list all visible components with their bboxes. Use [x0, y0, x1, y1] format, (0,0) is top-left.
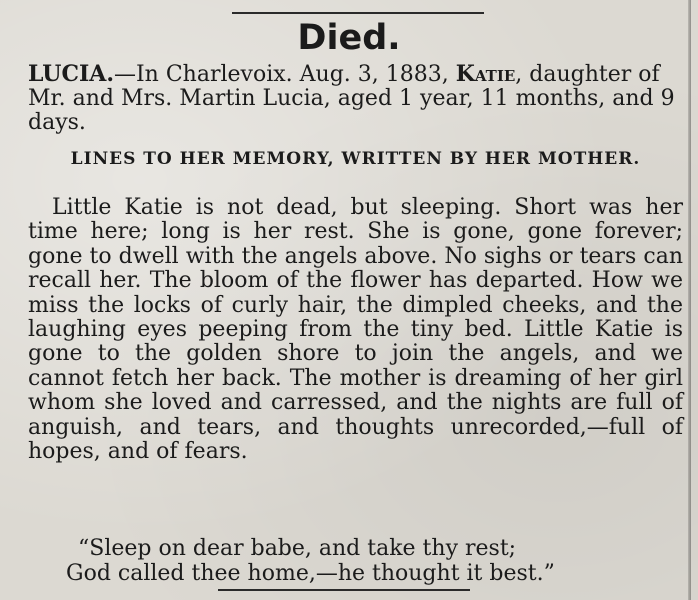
section-title: Died.: [297, 18, 401, 58]
notice-surname: LUCIA.: [28, 61, 114, 87]
verse-line-2: God called thee home,—he thought it best.”: [66, 561, 555, 586]
notice-text-after: , daughter of Mr. and Mrs. Martin Lucia, aged 1 year, 11 months, and 9 days.: [28, 62, 675, 135]
memorial-text: Little Katie is not dead, but sleeping. Short was her time here; long is her rest. She is gone, gone forever; gone to dwell with the angels above. No sighs or tears can recall her. The bloom of the flower has departed. How we miss the locks of curly hair, the dimpled cheeks, and the laughing eyes peeping from the tiny bed. Little Katie is gone to the golden shore to join the angels, and we cannot fetch her back. The mother is dreaming of her girl whom she loved and carressed, and the nights are full of anguish, and tears, and thoughts unrecorded,—full of hopes, and of fears.: [28, 195, 683, 465]
notice-child-name: Katie: [455, 61, 516, 87]
death-notice: [28, 62, 683, 135]
poem-heading: LINES TO HER MEMORY, WRITTEN BY HER MOTHER.: [70, 149, 641, 169]
column-edge-shadow: [688, 0, 691, 600]
top-divider-rule: [232, 12, 484, 14]
bottom-divider-rule: [218, 589, 470, 591]
verse-line-1: “Sleep on dear babe, and take thy rest;: [78, 536, 517, 561]
notice-text-before: —In Charlevoix. Aug. 3, 1883,: [113, 62, 456, 87]
